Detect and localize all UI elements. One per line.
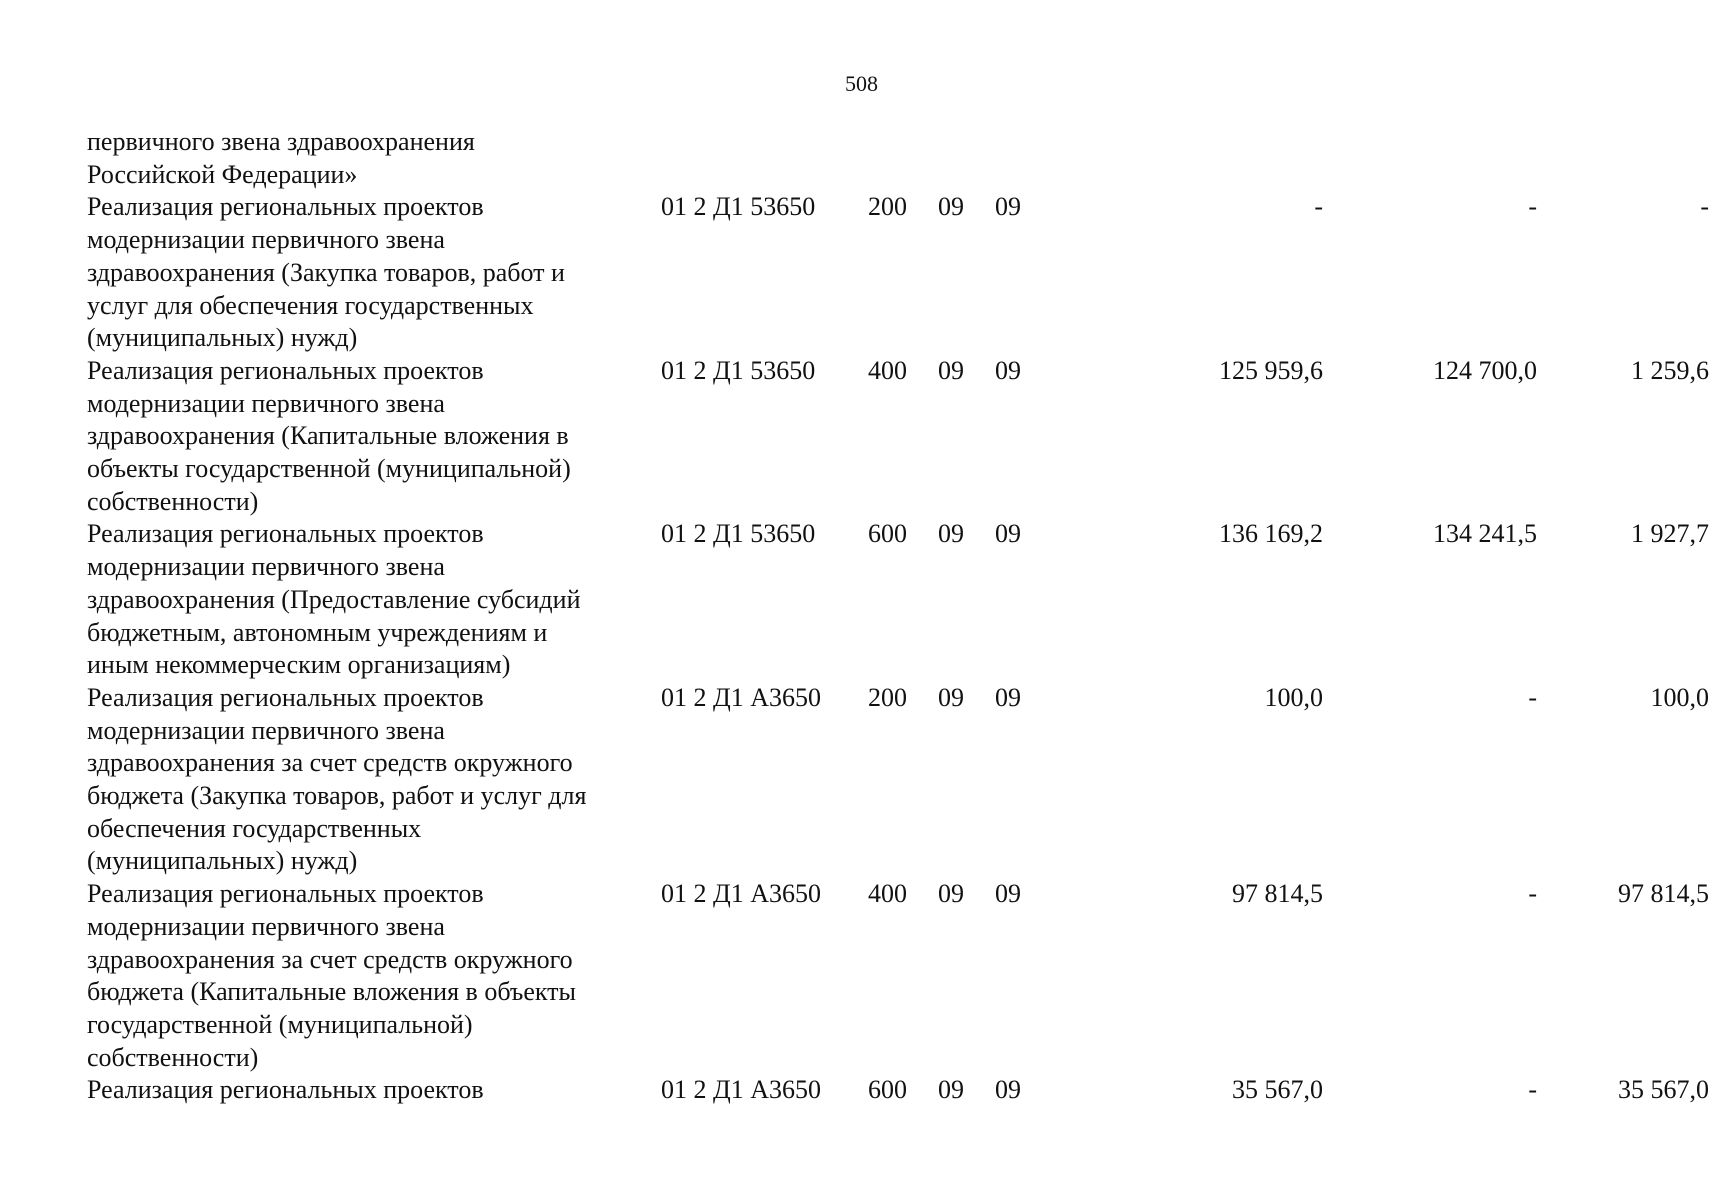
item-name-line: Реализация региональных проектов xyxy=(87,192,484,222)
table-body xyxy=(87,126,1709,1107)
expense-type-cell: 200 xyxy=(868,192,907,222)
item-name-line: Реализация региональных проектов xyxy=(87,879,484,909)
total-amount-cell: 136 169,2 xyxy=(1219,519,1323,549)
table-row xyxy=(87,355,1709,519)
item-name-line: Реализация региональных проектов xyxy=(87,355,484,385)
target-code-cell: 01 2 Д1 53650 xyxy=(661,519,816,549)
table-row xyxy=(87,1074,1709,1107)
item-name-line: бюджета (Капитальные вложения в объекты xyxy=(87,977,576,1007)
target-code-cell: 01 2 Д1 53650 xyxy=(661,192,816,222)
item-name-cell xyxy=(87,682,661,878)
item-name-cell xyxy=(87,518,661,682)
subsection-cell: 09 xyxy=(995,519,1021,549)
item-name-line: бюджета (Закупка товаров, работ и услуг для xyxy=(87,781,587,811)
item-name-line: модернизации первичного звена xyxy=(87,388,445,418)
subsection-cell: 09 xyxy=(995,682,1021,712)
federal-amount-cell: - xyxy=(1528,192,1537,222)
section-cell: 09 xyxy=(938,519,964,549)
subsection-cell: 09 xyxy=(995,1075,1021,1105)
item-name-line: бюджетным, автономным учреждениям и xyxy=(87,617,548,647)
target-code-cell xyxy=(661,126,868,191)
federal-amount-cell: - xyxy=(1528,879,1537,909)
expense-type-cell xyxy=(868,126,938,191)
section-cell: 09 xyxy=(938,192,964,222)
total-amount-cell: 125 959,6 xyxy=(1219,355,1323,385)
section-cell: 09 xyxy=(938,1075,964,1105)
total-amount-cell: 97 814,5 xyxy=(1232,879,1323,909)
item-name-line: здравоохранения за счет средств окружного xyxy=(87,944,573,974)
item-name-cell xyxy=(87,191,661,355)
item-name-line: Реализация региональных проектов xyxy=(87,519,484,549)
item-name-line: здравоохранения (Капитальные вложения в xyxy=(87,421,569,451)
table-row xyxy=(87,191,1709,355)
item-name-cell xyxy=(87,1074,661,1107)
federal-amount-cell: 124 700,0 xyxy=(1433,355,1537,385)
total-amount-cell: - xyxy=(1314,192,1323,222)
regional-amount-cell: 35 567,0 xyxy=(1618,1075,1709,1105)
regional-amount-cell: 1 259,6 xyxy=(1631,355,1709,385)
regional-amount-cell: 97 814,5 xyxy=(1618,879,1709,909)
item-name-line: модернизации первичного звена xyxy=(87,715,445,745)
table-row xyxy=(87,878,1709,1074)
expense-type-cell: 400 xyxy=(868,879,907,909)
federal-amount-cell: 134 241,5 xyxy=(1433,519,1537,549)
table-row xyxy=(87,126,1709,191)
item-name-line: Реализация региональных проектов xyxy=(87,1075,484,1105)
target-code-cell: 01 2 Д1 А3650 xyxy=(661,1075,822,1105)
item-name-line: Российской Федерации» xyxy=(87,159,358,189)
target-code-cell: 01 2 Д1 А3650 xyxy=(661,879,822,909)
section-cell: 09 xyxy=(938,355,964,385)
federal-amount-cell xyxy=(1323,126,1537,191)
regional-amount-cell: 1 927,7 xyxy=(1631,519,1709,549)
regional-amount-cell: - xyxy=(1700,192,1709,222)
item-name-cell xyxy=(87,878,661,1074)
item-name-line: Реализация региональных проектов xyxy=(87,682,484,712)
subsection-cell: 09 xyxy=(995,355,1021,385)
expense-type-cell: 600 xyxy=(868,519,907,549)
expense-type-cell: 400 xyxy=(868,355,907,385)
item-name-line: услуг для обеспечения государственных xyxy=(87,290,534,320)
item-name-line: иным некоммерческим организациям) xyxy=(87,650,511,680)
item-name-line: обеспечения государственных xyxy=(87,813,422,843)
expense-type-cell: 600 xyxy=(868,1075,907,1105)
page-number: 508 xyxy=(845,71,878,96)
item-name-line: государственной (муниципальной) xyxy=(87,1009,473,1039)
item-name-cell xyxy=(87,126,661,191)
item-name-line: объекты государственной (муниципальной) xyxy=(87,454,571,484)
item-name-line: (муниципальных) нужд) xyxy=(87,323,358,353)
item-name-cell xyxy=(87,355,661,519)
item-name-line: модернизации первичного звена xyxy=(87,911,445,941)
subsection-cell xyxy=(995,126,1055,191)
section-cell: 09 xyxy=(938,879,964,909)
regional-amount-cell xyxy=(1537,126,1709,191)
item-name-line: собственности) xyxy=(87,1042,259,1072)
section-cell: 09 xyxy=(938,682,964,712)
item-name-line: собственности) xyxy=(87,486,259,516)
subsection-cell: 09 xyxy=(995,879,1021,909)
item-name-line: модернизации первичного звена xyxy=(87,552,445,582)
total-amount-cell xyxy=(1055,126,1323,191)
item-name-line: первичного звена здравоохранения xyxy=(87,127,475,156)
regional-amount-cell: 100,0 xyxy=(1650,682,1709,712)
section-cell xyxy=(938,126,995,191)
table-row xyxy=(87,682,1709,878)
item-name-line: здравоохранения за счет средств окружного xyxy=(87,748,573,778)
federal-amount-cell: - xyxy=(1528,1075,1537,1105)
budget-table xyxy=(87,126,1709,1107)
item-name-line: здравоохранения (Закупка товаров, работ и xyxy=(87,257,565,287)
item-name-line: модернизации первичного звена xyxy=(87,225,445,255)
federal-amount-cell: - xyxy=(1528,682,1537,712)
target-code-cell: 01 2 Д1 53650 xyxy=(661,355,816,385)
target-code-cell: 01 2 Д1 А3650 xyxy=(661,682,822,712)
total-amount-cell: 35 567,0 xyxy=(1232,1075,1323,1105)
expense-type-cell: 200 xyxy=(868,682,907,712)
item-name-line: (муниципальных) нужд) xyxy=(87,846,358,876)
total-amount-cell: 100,0 xyxy=(1264,682,1323,712)
table-row xyxy=(87,518,1709,682)
subsection-cell: 09 xyxy=(995,192,1021,222)
item-name-line: здравоохранения (Предоставление субсидий xyxy=(87,584,581,614)
